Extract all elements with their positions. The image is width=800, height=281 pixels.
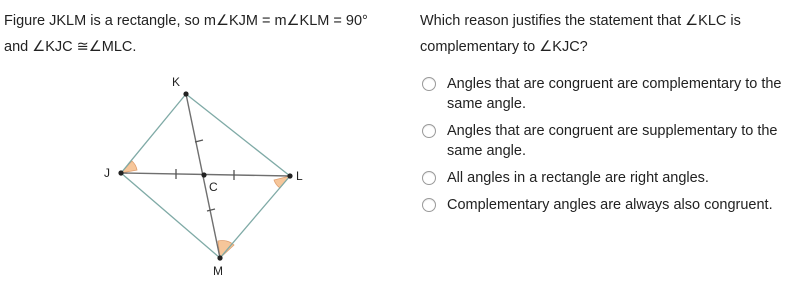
side-lm	[220, 176, 290, 258]
answer-option-4[interactable]	[422, 195, 800, 215]
point-k	[183, 91, 188, 96]
radio-button[interactable]	[422, 198, 436, 212]
answer-option-1[interactable]	[422, 74, 800, 114]
radio-button[interactable]	[422, 171, 436, 185]
rectangle-diagram	[100, 66, 320, 281]
option-label: Angles that are congruent are complementary to the same angle.	[447, 76, 782, 112]
point-j	[118, 170, 123, 175]
answer-options	[422, 74, 800, 222]
radio-button[interactable]	[422, 77, 436, 91]
point-m	[217, 255, 222, 260]
side-jk	[121, 94, 186, 173]
answer-option-2[interactable]	[422, 121, 800, 161]
radio-button[interactable]	[422, 124, 436, 138]
answer-option-3[interactable]	[422, 168, 800, 188]
option-label: Angles that are congruent are supplementary to the same angle.	[447, 123, 778, 159]
label-k: K	[172, 75, 181, 89]
angle-mark-m	[218, 241, 234, 258]
tick-mark	[207, 209, 215, 211]
label-c: C	[209, 180, 218, 194]
label-m: M	[213, 264, 223, 278]
point-l	[287, 173, 292, 178]
side-kl	[186, 94, 290, 176]
given-statement: Figure JKLM is a rectangle, so m∠KJM = m∠KLM = 90° and ∠KJC ≅∠MLC.	[4, 13, 368, 55]
label-j: J	[104, 166, 110, 180]
option-label: Complementary angles are always also congruent.	[447, 197, 773, 213]
point-c	[201, 172, 206, 177]
label-l: L	[296, 169, 303, 183]
option-label: All angles in a rectangle are right angles.	[447, 170, 709, 186]
question-text: Which reason justifies the statement that ∠KLC is complementary to ∠KJC?	[420, 13, 741, 55]
